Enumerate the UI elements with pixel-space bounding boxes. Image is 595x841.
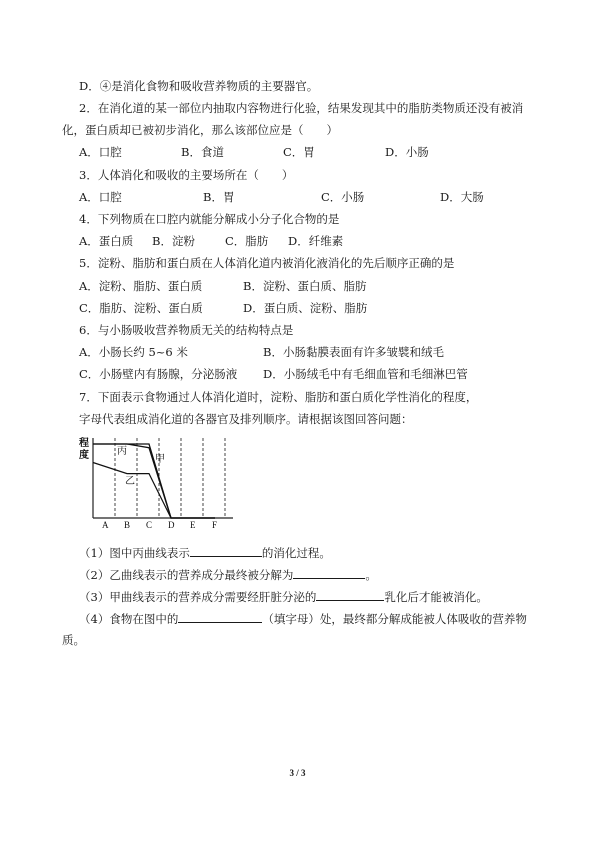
subq3-answer-blank[interactable] — [316, 589, 384, 601]
q6-option-d: D．小肠绒毛中有毛细血管和毛细淋巴管 — [263, 367, 468, 381]
subquestion-1 — [79, 545, 331, 560]
subq4-suffix: （填字母）处，最终都分解成能被人体吸收的营养物 — [262, 612, 527, 626]
question-5: 5．淀粉、脂肪和蛋白质在人体消化道内被消化液消化的先后顺序正确的是 — [79, 256, 455, 270]
question-2-line1: 2．在消化道的某一部位内抽取内容物进行化验，结果发现其中的脂肪类物质还没有被消 — [79, 101, 524, 115]
question-7-line1: 7．下面表示食物通过人体消化道时，淀粉、脂肪和蛋白质化学性消化的程度， — [79, 390, 478, 404]
q6-option-a: A．小肠长约 5~6 米 — [79, 345, 188, 359]
q3-option-c: C．小肠 — [321, 190, 365, 204]
q6-option-c: C．小肠壁内有肠腺，分泌肠液 — [79, 367, 238, 381]
subq2-answer-blank[interactable] — [293, 567, 365, 579]
digestion-chart — [77, 432, 247, 532]
subq2-suffix: 。 — [365, 568, 377, 582]
question-3: 3．人体消化和吸收的主要场所在（ ） — [79, 168, 294, 182]
subq4-prefix: （4）食物在图中的 — [79, 612, 179, 626]
question-7-line2: 字母代表组成消化道的各器官及排列顺序。请根据该图回答问题： — [79, 412, 413, 426]
q5-option-b: B．淀粉、蛋白质、脂肪 — [243, 279, 367, 293]
q1-option-d: D．④是消化食物和吸收营养物质的主要器官。 — [79, 79, 319, 93]
subq1-suffix: 的消化过程。 — [261, 546, 331, 560]
subq3-prefix: （3）甲曲线表示的营养成分需要经肝脏分泌的 — [79, 590, 317, 604]
page-number: 3 / 3 — [289, 768, 306, 778]
x-tick-label: C — [146, 520, 153, 530]
series-line-1 — [93, 444, 215, 518]
subquestion-3 — [79, 589, 488, 604]
q6-option-b: B．小肠黏膜表面有许多皱襞和绒毛 — [263, 345, 444, 359]
y-axis-label-char: 程 — [79, 438, 89, 449]
subq1-prefix: （1）图中丙曲线表示 — [79, 546, 190, 560]
y-axis-label-char: 度 — [79, 450, 89, 461]
question-6: 6．与小肠吸收营养物质无关的结构特点是 — [79, 323, 294, 337]
series-label: 甲 — [155, 454, 165, 465]
q3-option-d: D．大肠 — [440, 190, 484, 204]
q2-option-a: A．口腔 — [79, 145, 122, 159]
question-4: 4．下列物质在口腔内就能分解成小分子化合物的是 — [79, 212, 340, 226]
x-tick-label: F — [212, 520, 218, 530]
series-label: 乙 — [125, 476, 135, 487]
q3-option-a: A．口腔 — [79, 190, 122, 204]
question-2-line2: 化，蛋白质却已被初步消化，那么该部位应是（ ） — [62, 123, 338, 137]
series-label: 丙 — [117, 446, 127, 457]
q4-option-d: D．纤维素 — [288, 234, 344, 248]
q5-option-d: D．蛋白质、淀粉、脂肪 — [243, 301, 368, 315]
subq1-answer-blank[interactable] — [190, 545, 262, 557]
series-line-2 — [93, 444, 215, 518]
subq3-suffix: 乳化后才能被消化。 — [384, 590, 488, 604]
x-tick-label: A — [102, 520, 109, 530]
q4-option-b: B．淀粉 — [152, 234, 195, 248]
q5-option-c: C．脂肪、淀粉、蛋白质 — [79, 301, 203, 315]
x-tick-label: E — [190, 520, 196, 530]
subquestion-4-line1 — [79, 611, 527, 626]
q2-option-b: B．食道 — [181, 145, 224, 159]
x-tick-label: D — [168, 520, 175, 530]
x-tick-label: B — [124, 520, 131, 530]
q2-option-d: D．小肠 — [385, 145, 429, 159]
subquestion-2 — [79, 567, 377, 582]
series-line-3 — [93, 463, 215, 519]
subq4-answer-blank[interactable] — [178, 611, 262, 623]
subq2-prefix: （2）乙曲线表示的营养成分最终被分解为 — [79, 568, 294, 582]
q2-option-c: C．胃 — [283, 145, 315, 159]
subquestion-4-line2: 质。 — [62, 633, 85, 647]
q4-option-c: C．脂肪 — [225, 234, 269, 248]
q3-option-b: B．胃 — [203, 190, 235, 204]
q5-option-a: A．淀粉、脂肪、蛋白质 — [79, 279, 203, 293]
q4-option-a: A．蛋白质 — [79, 234, 134, 248]
